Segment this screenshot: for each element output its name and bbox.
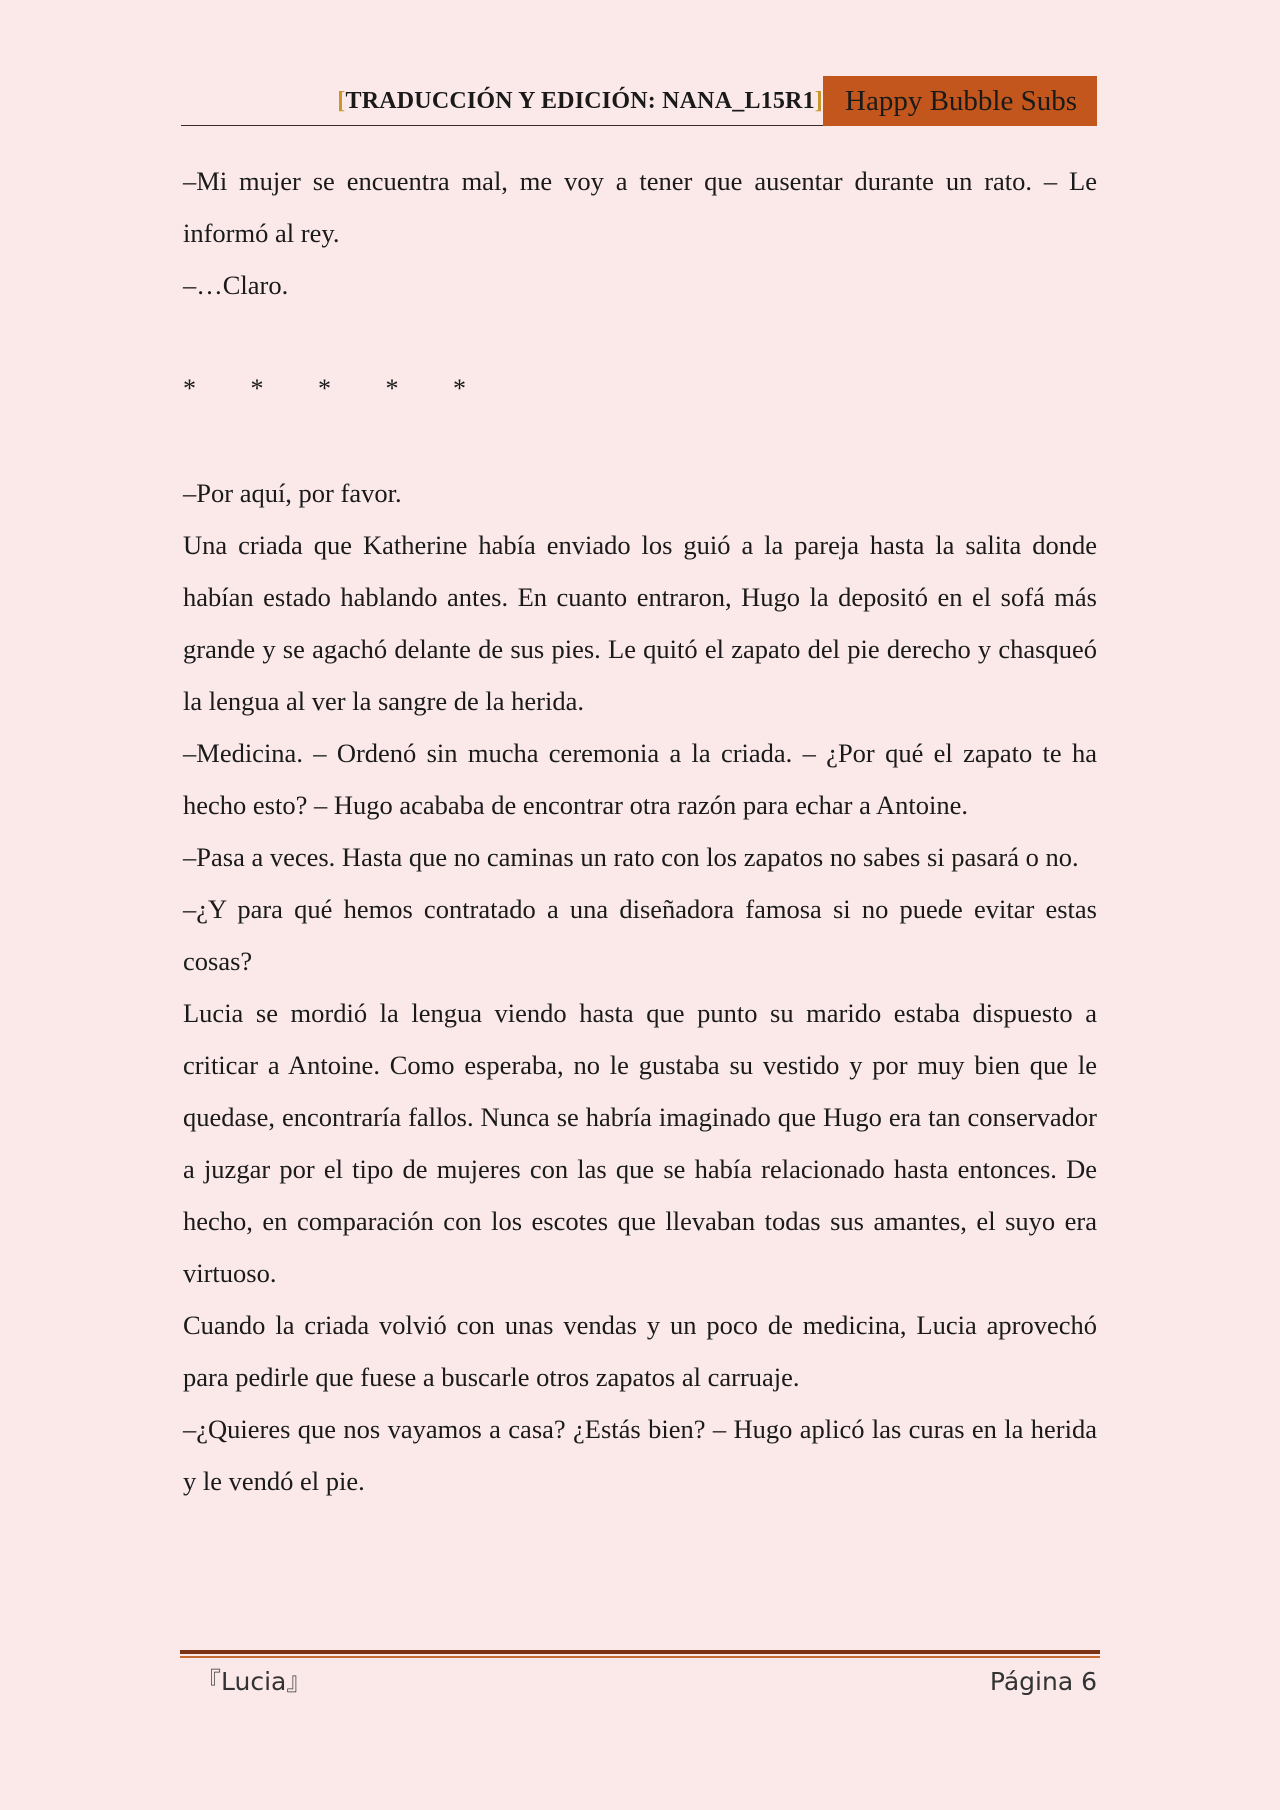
body-text	[183, 155, 1097, 1507]
paragraph: –¿Quieres que nos vayamos a casa? ¿Estás bien? – Hugo aplicó las curas en la herida y le vendó el pie.	[183, 1414, 1097, 1496]
page-header	[181, 76, 1097, 126]
footer-divider-thin	[180, 1656, 1100, 1658]
paragraph: Una criada que Katherine había enviado los guió a la pareja hasta la salita donde habían estado hablando antes. En cuanto entraron, Hugo la depositó en el sofá más grande y se agachó delante de sus pies. Le quitó el zapato del pie derecho y chasqueó la lengua al ver la sangre de la herida.	[183, 530, 1097, 716]
paragraph: Cuando la criada volvió con unas vendas y un poco de medicina, Lucia aprovechó para pedirle que fuese a buscarle otros zapatos al carruaje.	[183, 1310, 1097, 1392]
footer-book-title: 『Lucia』	[196, 1667, 312, 1696]
translation-credit	[337, 88, 823, 115]
paragraph: –¿Y para qué hemos contratado a una diseñadora famosa si no puede evitar estas cosas?	[183, 894, 1097, 976]
bracket-open: [	[337, 88, 346, 114]
paragraph: –Pasa a veces. Hasta que no caminas un rato con los zapatos no sabes si pasará o no.	[183, 842, 1079, 872]
paragraph: Lucia se mordió la lengua viendo hasta que punto su marido estaba dispuesto a criticar a Antoine. Como esperaba, no le gustaba su vestido y por muy bien que le quedase, encontraría fallos. Nunca se habría imaginado que Hugo era tan conservador a juzgar por el tipo de mujeres con las que se había relacionado hasta entonces. De hecho, en comparación con los escotes que llevaban todas sus amantes, el suyo era virtuoso.	[183, 998, 1097, 1288]
scene-separator: * * * * *	[183, 374, 466, 403]
header-divider	[181, 125, 823, 126]
spacer	[183, 415, 1097, 467]
paragraph: –Mi mujer se encuentra mal, me voy a tener que ausentar durante un rato. – Le informó al rey.	[183, 166, 1097, 248]
paragraph: –Por aquí, por favor.	[183, 478, 402, 508]
bracket-close: ]	[814, 88, 823, 114]
paragraph: –…Claro.	[183, 270, 289, 300]
group-name-box: Happy Bubble Subs	[823, 76, 1097, 126]
spacer	[183, 311, 1097, 363]
page-number: Página 6	[989, 1667, 1097, 1696]
footer-divider-thick	[180, 1650, 1100, 1654]
credit-text: TRADUCCIÓN Y EDICIÓN: NANA_L15R1	[345, 88, 815, 114]
paragraph: –Medicina. – Ordenó sin mucha ceremonia a la criada. – ¿Por qué el zapato te ha hecho esto? – Hugo acababa de encontrar otra razón para echar a Antoine.	[183, 738, 1097, 820]
